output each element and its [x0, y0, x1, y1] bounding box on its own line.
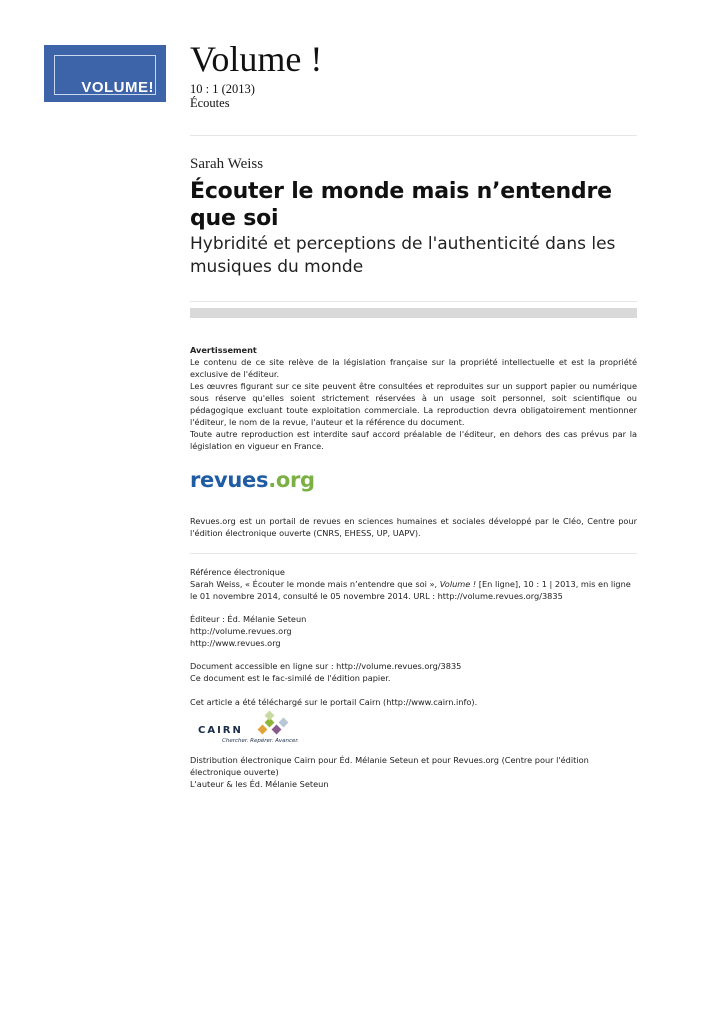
warning-paragraph-1: Le contenu de ce site relève de la législation française sur la propriété intellectuelle et est la propriété exclusive de l'éditeur.: [190, 357, 637, 379]
editor-line: Éditeur : Éd. Mélanie Seteun: [190, 614, 307, 624]
warning-paragraph-2: Les œuvres figurant sur ce site peuvent être consultées et reproduites sur un support papier ou numérique sous réserve qu'elles soient strictement réservées à un usage soit personnel, soit scientifique ou pédagogique excluant toute exploitation commerciale. La reproduction devra obligatoirement mentionner l'éditeur, le nom de la revue, l'auteur et la référence du document.: [190, 381, 637, 427]
cairn-diamond-icon: [258, 725, 268, 735]
divider: [190, 301, 637, 302]
gray-separator-bar: [190, 308, 637, 318]
journal-issue-block: [190, 82, 255, 110]
editor-block: [190, 613, 637, 649]
document-block: [190, 660, 637, 684]
citation-journal: Volume !: [439, 579, 477, 589]
citation-pre: Sarah Weiss, « Écouter le monde mais n’entendre que soi »,: [190, 579, 440, 589]
cairn-wordmark: CAIRN: [198, 725, 243, 736]
cairn-diamond-icon: [272, 725, 282, 735]
warning-paragraph-3: Toute autre reproduction est interdite sauf accord préalable de l'éditeur, en dehors des cas prévus par la législation en vigueur en France.: [190, 429, 637, 451]
reference-block: [190, 566, 637, 602]
reference-citation: [190, 578, 637, 602]
citation-post: [En ligne], 10 : 1 | 2013, mis en ligne le 01 novembre 2014, consulté le 05 novembre 2014. URL : http://volume.revues.org/3835: [190, 579, 631, 601]
journal-logo: [44, 45, 166, 102]
warning-block: [190, 344, 637, 452]
revues-logo-part1: revues: [190, 468, 269, 492]
logo-text: VOLUME!: [81, 79, 154, 96]
distribution-line-1: Distribution électronique Cairn pour Éd. Mélanie Seteun et pour Revues.org (Centre pour l'édition électronique ouverte): [190, 755, 589, 777]
article-subtitle: Hybridité et perceptions de l'authenticité dans les musiques du monde: [190, 234, 616, 277]
cairn-download-note: Cet article a été téléchargé sur le portail Cairn (http://www.cairn.info).: [190, 697, 478, 707]
journal-title: Volume !: [190, 39, 323, 79]
editor-revues-url[interactable]: http://www.revues.org: [190, 638, 281, 648]
revues-logo-part2: .org: [268, 468, 315, 492]
article-author: Sarah Weiss: [190, 156, 264, 172]
cairn-diamond-icon: [265, 711, 275, 721]
journal-section: Écoutes: [190, 96, 230, 110]
journal-issue: 10 : 1 (2013): [190, 82, 255, 96]
reference-label: Référence électronique: [190, 567, 285, 577]
document-accessible: Document accessible en ligne sur : http://volume.revues.org/3835: [190, 661, 462, 671]
cairn-tagline: Chercher. Repérer. Avancer.: [222, 738, 299, 744]
revues-description: Revues.org est un portail de revues en sciences humaines et sociales développé par le Cléo, Centre pour l'édition électronique ouverte (CNRS, EHESS, UP, UAPV).: [190, 516, 637, 538]
cairn-diamond-icon: [279, 718, 289, 728]
revues-org-logo: [190, 468, 315, 492]
distribution-line-2: L'auteur & les Éd. Mélanie Seteun: [190, 779, 329, 789]
distribution-block: [190, 754, 637, 790]
divider: [190, 553, 637, 554]
document-facsimile: Ce document est le fac-similé de l'édition papier.: [190, 673, 391, 683]
warning-heading: Avertissement: [190, 345, 257, 355]
article-title: Écouter le monde mais n’entendre que soi: [190, 179, 612, 231]
editor-journal-url[interactable]: http://volume.revues.org: [190, 626, 292, 636]
cairn-logo: [196, 712, 316, 748]
divider: [190, 135, 637, 136]
